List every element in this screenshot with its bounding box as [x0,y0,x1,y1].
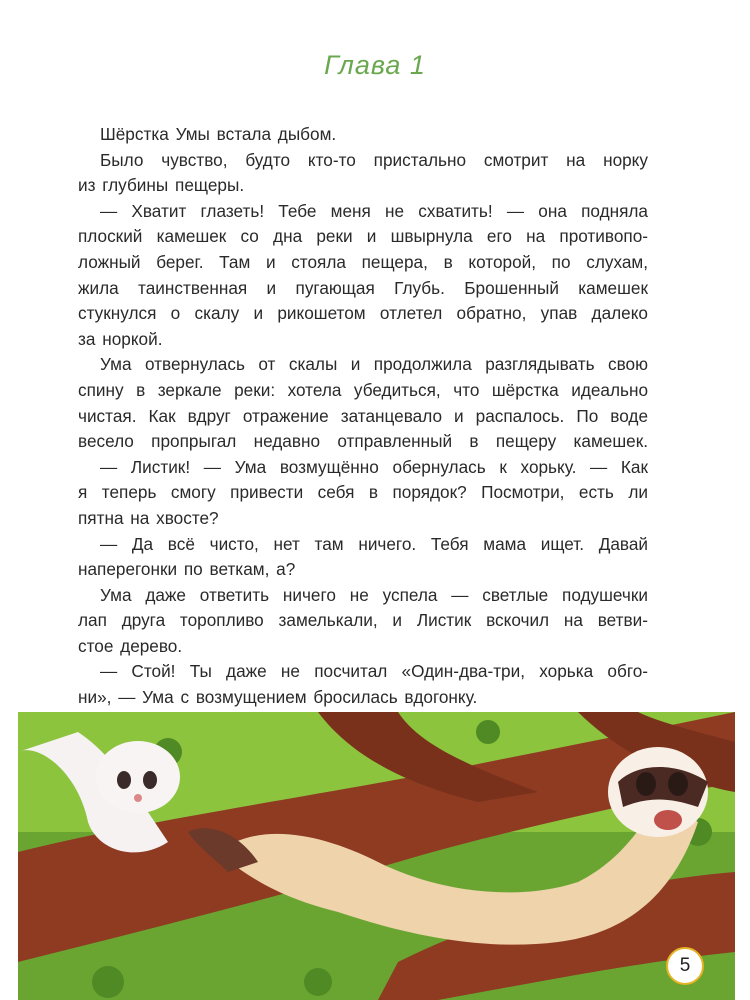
text-line: весело пропрыгал недавно отправленный в пещеру камешек. [78,431,648,452]
text-line: я теперь смогу привести себя в порядок? Посмотри, есть ли [78,482,648,503]
text-line: — Листик! — Ума возмущённо обернулась к хорьку. — Как [100,456,648,477]
text-line: из глубины пещеры. [78,175,245,196]
text-line: наперегонки по веткам, а? [78,559,296,580]
text-line: Ума даже ответить ничего не успела — светлые подушечки [100,584,648,605]
chapter-title: Глава 1 [324,50,426,80]
text-line: плоский камешек со дна реки и швырнула его на противопо- [78,226,648,247]
text-line: — Да всё чисто, нет там ничего. Тебя мама ищет. Давай [100,533,648,554]
text-line: жила таинственная и пугающая Глубь. Брошенный камешек [78,277,648,298]
text-line: Ума отвернулась от скалы и продолжила разглядывать свою [100,354,648,375]
text-line: за норкой. [78,328,163,349]
text-line: спину в зеркале реки: хотела убедиться, что шёрстка идеально [78,379,648,400]
text-line: стукнулся о скалу и рикошетом отлетел обратно, упав далеко [78,303,648,324]
text-line: ни», — Ума с возмущением бросилась вдогонку. [78,687,478,708]
text-line: Было чувство, будто кто-то пристально смотрит на норку [100,149,648,170]
text-line: — Стой! Ты даже не посчитал «Один-два-три, хорька обго- [100,661,648,682]
text-line: ложный берег. Там и стояла пещера, в которой, по слухам, [78,251,648,272]
illustration-ferrets-on-tree [18,712,735,1000]
text-line: стое дерево. [78,635,183,656]
story-text [78,122,648,711]
text-line: лап друга торопливо замелькали, и Листик вскочил на ветви- [78,610,648,631]
text-line: — Хватит глазеть! Тебе меня не схватить! — она подняла [100,200,648,221]
text-line: пятна на хвосте? [78,507,219,528]
text-line: чистая. Как вдруг отражение затанцевало и распалось. По воде [78,405,648,426]
page-number: 5 [666,947,704,985]
text-line: Шёрстка Умы встала дыбом. [100,124,337,144]
